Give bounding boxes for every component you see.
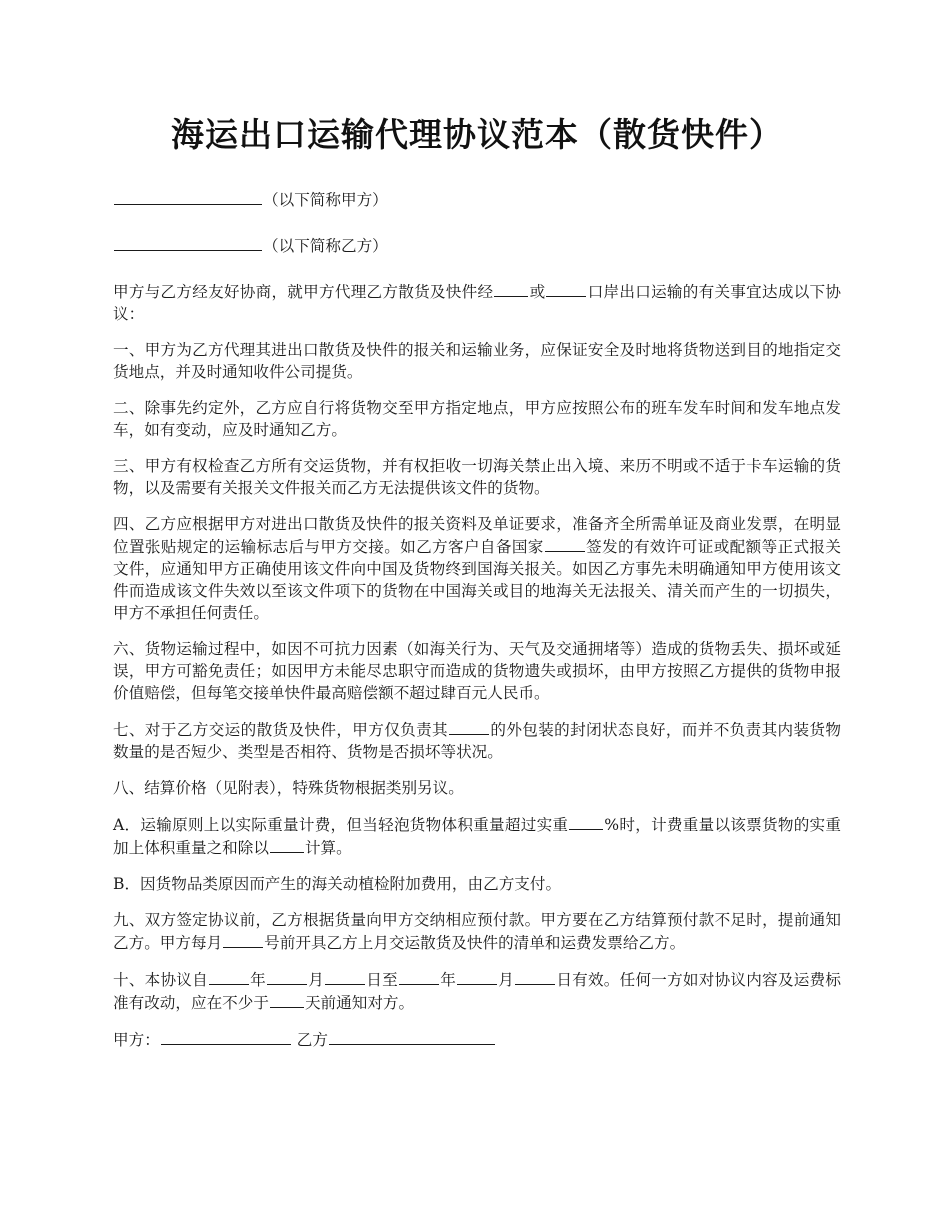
clause-9 — [113, 909, 841, 954]
divisor-blank[interactable] — [270, 836, 304, 853]
document-page — [113, 110, 841, 1065]
intro-text-1: 甲方与乙方经友好协商，就甲方代理乙方散货及快件经 — [113, 283, 494, 301]
start-year-blank[interactable] — [209, 968, 249, 985]
intro-paragraph — [113, 280, 841, 325]
clause-7-text-1: 七、对于乙方交运的散货及快件，甲方仅负责其 — [113, 721, 449, 739]
port-blank-2[interactable] — [546, 280, 586, 297]
clause-10-text-1: 十、本协议自 — [113, 971, 208, 989]
country-blank[interactable] — [545, 535, 585, 552]
clause-2: 二、除事先约定外，乙方应自行将货物交至甲方指定地点，甲方应按照公布的班车发车时间和发车地点发车，如有变动，应及时通知乙方。 — [113, 399, 841, 439]
clause-a-text-3: 计算。 — [304, 839, 352, 857]
clause-7 — [113, 718, 841, 763]
clause-9-text-1: 九、双方签定协议前，乙方根据货量向甲方交纳相应预付款。甲方要在乙方结算预付款不足时，提前通知乙方。甲方每月 — [113, 911, 841, 952]
notice-days-blank[interactable] — [270, 991, 304, 1008]
signature-party-a-label: 甲方： — [113, 1031, 160, 1049]
signature-line — [113, 1028, 841, 1051]
percent-blank[interactable] — [569, 813, 603, 830]
page-title: 海运出口运输代理协议范本（散货快件） — [171, 115, 783, 154]
signature-party-a-blank[interactable] — [161, 1028, 291, 1045]
clause-10-day-1: 日至 — [366, 971, 398, 989]
party-b-label: （以下简称乙方） — [263, 237, 388, 255]
clause-b: B．因货物品类原因而产生的海关动植检附加费用，由乙方支付。 — [113, 875, 562, 893]
clause-7-blank[interactable] — [449, 718, 489, 735]
start-month-blank[interactable] — [267, 968, 307, 985]
clause-8: 八、结算价格（见附表），特殊货物根据类别另议。 — [113, 779, 464, 797]
signature-party-b-blank[interactable] — [329, 1028, 495, 1045]
clause-10-text-2: 天前通知对方。 — [304, 994, 415, 1012]
end-day-blank[interactable] — [515, 968, 555, 985]
party-b-line — [113, 234, 841, 257]
clause-7-text-2: 的外包装的封闭状态良好，而并不负责其内装货物数量的是否短少、类型是否相符、货物是否损坏等状况。 — [113, 721, 841, 761]
clause-4 — [113, 513, 841, 624]
clause-a-text-2: %时，计费重量以该票货物的实重加上体积重量之和除以 — [113, 816, 841, 857]
clause-1: 一、甲方为乙方代理其进出口散货及快件的报关和运输业务，应保证安全及时地将货物送到目的地指定交货地点，并及时通知收件公司提货。 — [113, 341, 841, 381]
clause-10-month-2: 月 — [498, 971, 515, 989]
clause-10-month-1: 月 — [308, 971, 325, 989]
clause-4-text-2: 签发的有效许可证或配额等正式报关文件，应通知甲方正确使用该文件向中国及货物终到国海关报关。如因乙方事先未明确通知甲方使用该文件而造成该文件失效以至该文件项下的货物在中国海关或目的地海关无法报关、清关而产生的一切损失，甲方不承担任何责任。 — [113, 538, 841, 622]
end-month-blank[interactable] — [457, 968, 497, 985]
clause-10 — [113, 968, 841, 1014]
intro-text-3: 口岸出口运输的有关事宜达成以下协议： — [113, 283, 841, 323]
clause-6: 六、货物运输过程中，如因不可抗力因素（如海关行为、天气及交通拥堵等）造成的货物丢失、损坏或延误，甲方可豁免责任；如因甲方未能尽忠职守而造成的货物遗失或损坏，由甲方按照乙方提供的货物申报价值赔偿，但每笔交接单快件最高赔偿额不超过肆百元人民币。 — [113, 640, 841, 702]
clause-a — [113, 813, 841, 859]
end-year-blank[interactable] — [399, 968, 439, 985]
clause-4-text-1: 四、乙方应根据甲方对进出口散货及快件的报关资料及单证要求，准备齐全所需单证及商业发票，在明显位置张贴规定的运输标志后与甲方交接。如乙方客户自备国家 — [113, 515, 841, 556]
start-day-blank[interactable] — [325, 968, 365, 985]
intro-text-2: 或 — [529, 283, 546, 301]
clause-3: 三、甲方有权检查乙方所有交运货物，并有权拒收一切海关禁止出入境、来历不明或不适于卡车运输的货物，以及需要有关报关文件报关而乙方无法提供该文件的货物。 — [113, 457, 841, 497]
clause-10-year-2: 年 — [439, 971, 457, 989]
clause-9-text-2: 号前开具乙方上月交运散货及快件的清单和运费发票给乙方。 — [264, 934, 686, 952]
clause-10-day-2: 日有效。任何一方如对协议内容及运费标准有改动，应在不少于 — [113, 971, 841, 1012]
clause-10-year-1: 年 — [249, 971, 267, 989]
party-a-line — [113, 188, 841, 211]
clause-a-text-1: A．运输原则上以实际重量计费，但当轻泡货物体积重量超过实重 — [113, 816, 569, 834]
signature-party-b-label: 乙方 — [296, 1031, 328, 1049]
port-blank-1[interactable] — [494, 280, 528, 297]
day-of-month-blank[interactable] — [223, 931, 263, 948]
party-a-label: （以下简称甲方） — [263, 191, 388, 209]
party-b-blank[interactable] — [114, 234, 262, 251]
party-a-blank[interactable] — [114, 188, 262, 205]
